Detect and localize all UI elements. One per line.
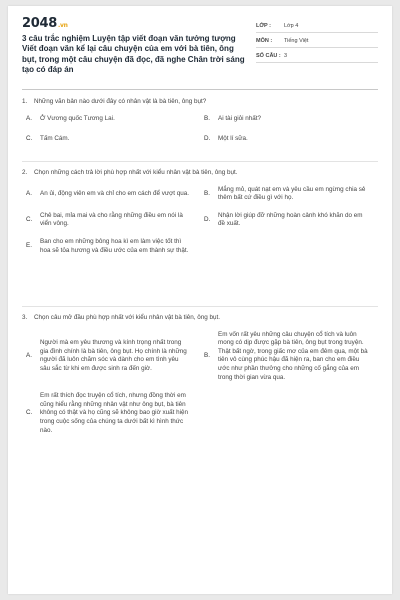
- logo-suffix-text: .vn: [57, 22, 68, 29]
- option-d[interactable]: [200, 212, 378, 229]
- question-1: [22, 98, 378, 144]
- question-text: Chọn những cách trả lời phù hợp nhất với kiểu nhân vật bà tiên, ông bụt.: [34, 169, 238, 176]
- question-text: Chọn câu mở đầu phù hợp nhất với kiểu nhân vật bà tiên, ông bụt.: [34, 314, 221, 321]
- option-text: Mắng mỏ, quát nạt em và yêu cầu em ngừng chia sẻ thêm bất cứ điều gì với họ.: [218, 185, 366, 202]
- option-text: Ở Vương quốc Tương Lai.: [40, 114, 115, 122]
- question-number: 1.: [22, 98, 28, 105]
- meta-key: SỐ CÂU :: [256, 53, 281, 59]
- option-text: Em rất thích đọc truyện cổ tích, nhưng đồng thời em cũng hiểu rằng những nhân vật như ông bụt, bà tiên không có thật và họ cũng sẽ không bao giờ xuất hiện trong cuộc sống của chúng ta dưới bất kì hình thức nào.: [40, 392, 189, 434]
- meta-row-subject: [256, 33, 378, 48]
- question-separator: [22, 161, 378, 162]
- options-list: [22, 115, 378, 144]
- option-a[interactable]: [22, 186, 200, 203]
- question-number: 3.: [22, 314, 28, 321]
- option-c[interactable]: [22, 392, 200, 435]
- option-b[interactable]: [200, 186, 378, 203]
- option-text: Nhận lời giúp đỡ những hoàn cảnh khó khăn do em đề xuất.: [218, 211, 363, 228]
- option-letter: B.: [204, 189, 210, 197]
- option-text: Chê bai, mỉa mai và cho rằng những điều em nói là viển vông.: [40, 211, 183, 228]
- question-number: 2.: [22, 169, 28, 176]
- worksheet-page: [8, 6, 392, 594]
- question-3: [22, 314, 378, 435]
- question-text: Những văn bản nào dưới đây có nhân vật là bà tiên, ông bụt?: [34, 98, 207, 105]
- option-letter: B.: [204, 352, 210, 360]
- option-letter: A.: [26, 114, 32, 122]
- option-letter: A.: [26, 352, 32, 360]
- option-text: Ai tài giỏi nhất?: [218, 114, 262, 122]
- option-c[interactable]: [22, 135, 200, 144]
- option-letter: C.: [26, 409, 33, 417]
- header-divider: [22, 89, 378, 90]
- logo-main-text: 2048: [22, 16, 57, 31]
- option-a[interactable]: [22, 331, 200, 383]
- meta-key: MÔN :: [256, 38, 273, 44]
- option-letter: A.: [26, 189, 32, 197]
- option-text: Em vốn rất yêu những câu chuyện cổ tích và luôn mong có dịp được gặp bà tiên, ông bụt trong truyện. Thật bất ngờ, trong giấc mơ của em đêm qua, một bà tiên vô cùng phúc hậu đã hiện ra, ban cho em điều ước như phần thưởng cho những cố gắng của em trong thời gian vừa qua.: [218, 330, 368, 381]
- option-letter: D.: [204, 135, 211, 143]
- site-logo[interactable]: [22, 16, 68, 31]
- option-d[interactable]: [200, 135, 378, 144]
- meta-value: 3: [284, 53, 288, 59]
- option-text: Tấm Cám.: [40, 135, 70, 143]
- meta-value: Tiếng Việt: [284, 38, 309, 44]
- option-letter: C.: [26, 135, 33, 143]
- meta-row-grade: [256, 18, 378, 33]
- option-e[interactable]: [22, 238, 200, 255]
- option-text: Một lí sữa.: [218, 135, 248, 143]
- option-c[interactable]: [22, 212, 200, 229]
- option-b[interactable]: [200, 115, 378, 124]
- options-list: [22, 331, 378, 436]
- option-letter: E.: [26, 242, 32, 250]
- meta-value: Lớp 4: [284, 23, 299, 29]
- question-2: [22, 169, 378, 255]
- option-b[interactable]: [200, 331, 378, 383]
- question-separator: [22, 306, 378, 307]
- option-text: Ban cho em những bông hoa kì em làm việc tốt thì hoa sẽ tỏa hương và điều ước của em thành sự thật.: [40, 237, 189, 254]
- meta-key: LỚP :: [256, 23, 271, 29]
- option-letter: D.: [204, 216, 211, 224]
- option-a[interactable]: [22, 115, 200, 124]
- worksheet-title: 3 câu trắc nghiệm Luyện tập viết đoạn văn tưởng tượng Viết đoạn văn kể lại câu chuyện của em với bà tiên, ông bụt, trong một câu chuyện đã đọc, đã nghe Chân trời sáng tạo có đáp án: [22, 34, 245, 75]
- meta-row-count: [256, 48, 378, 63]
- meta-table: [256, 18, 378, 63]
- option-letter: C.: [26, 216, 33, 224]
- option-letter: B.: [204, 114, 210, 122]
- options-list: [22, 186, 378, 256]
- option-text: An ủi, động viên em và chỉ cho em cách để vượt qua.: [40, 189, 190, 197]
- option-text: Người mà em yêu thương và kính trọng nhất trong gia đình chính là bà tiên, ông bụt. Họ chính là những người đã luôn chăm sóc và dành cho em tình yêu sâu sắc từ khi em được sinh ra đến giờ.: [40, 339, 187, 372]
